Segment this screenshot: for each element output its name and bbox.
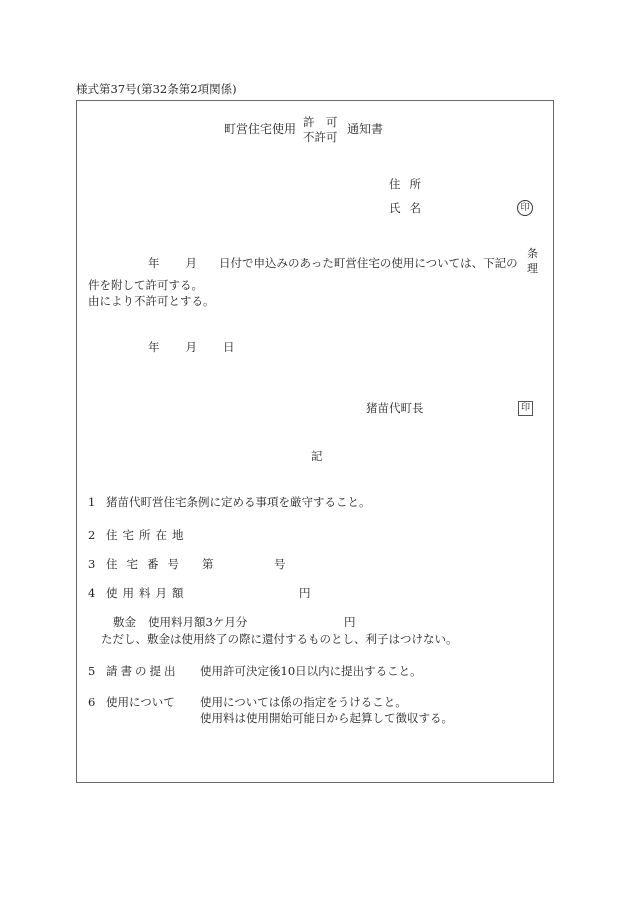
item-number: 5 [88,664,96,678]
title-option-permit: 許 可 [303,115,338,129]
item-4 [88,586,311,600]
issuer-name: 猪苗代町長 [366,401,424,415]
item-number: 3 [88,557,96,571]
title-suffix: 通知書 [347,122,384,136]
item-6 [88,695,407,709]
name-label: 氏名 [389,201,430,215]
item-number: 6 [88,695,96,709]
rent-yen-unit: 円 [299,586,311,600]
body-condition-reason-stack [527,246,538,276]
item-label: 請書の提出 [106,664,179,678]
deposit-label: 敷金 [113,615,136,629]
address-label: 住所 [389,177,430,191]
stack-condition: 条 [527,247,538,260]
body-line-2: 件を附して許可する。 [88,278,203,292]
body-month: 月 [185,256,197,270]
house-number-suffix: 号 [274,557,286,571]
issue-date [148,342,235,354]
item-text: 使用については係の指定をうけること。 [200,695,407,709]
stack-reason: 理 [527,262,538,275]
date-day: 日 [223,340,235,354]
item-text: 猪苗代町営住宅条例に定める事項を厳守すること。 [106,495,371,509]
date-month: 月 [185,340,197,354]
item-text: 使用許可決定後10日以内に提出すること。 [200,664,422,678]
item-1 [88,497,371,509]
notes-heading: 記 [311,449,323,463]
deposit-yen-unit: 円 [344,615,356,629]
item-2 [88,530,189,542]
title-prefix: 町営住宅使用 [224,122,297,136]
item-label: 使用について [106,695,175,709]
item-label: 使用料月額 [106,586,189,600]
title-option-deny: 不許可 [303,130,338,144]
item-3 [88,557,286,571]
date-year: 年 [148,340,160,354]
body-text: 日付で申込みのあった町営住宅の使用については、下記の [219,256,518,270]
body-line-3: 由により不許可とする。 [88,294,215,308]
item-number: 4 [88,586,96,600]
item-6-text-line-2: 使用料は使用開始可能日から起算して徴収する。 [200,711,453,725]
house-number-prefix: 第 [202,557,214,571]
deposit-amount-text: 使用料月額3ケ月分 [148,615,248,629]
item-number: 2 [88,528,96,542]
item-number: 1 [88,495,96,509]
issuer-seal-icon: 印 [518,401,533,416]
deposit-note: ただし、敷金は使用終了の際に還付するものとし、利子はつけない。 [101,632,458,646]
title-permit-options [303,115,338,145]
body-year: 年 [148,256,160,270]
item-5 [88,664,422,678]
item-label: 住宅所在地 [106,528,189,542]
applicant-seal-icon: 印 [517,200,533,216]
document-frame [76,100,554,783]
item-label: 住宅番号 [106,557,188,571]
deposit-line [113,615,356,629]
form-number-label: 様式第37号(第32条第2項関係) [76,82,237,96]
body-line-1 [148,258,518,270]
